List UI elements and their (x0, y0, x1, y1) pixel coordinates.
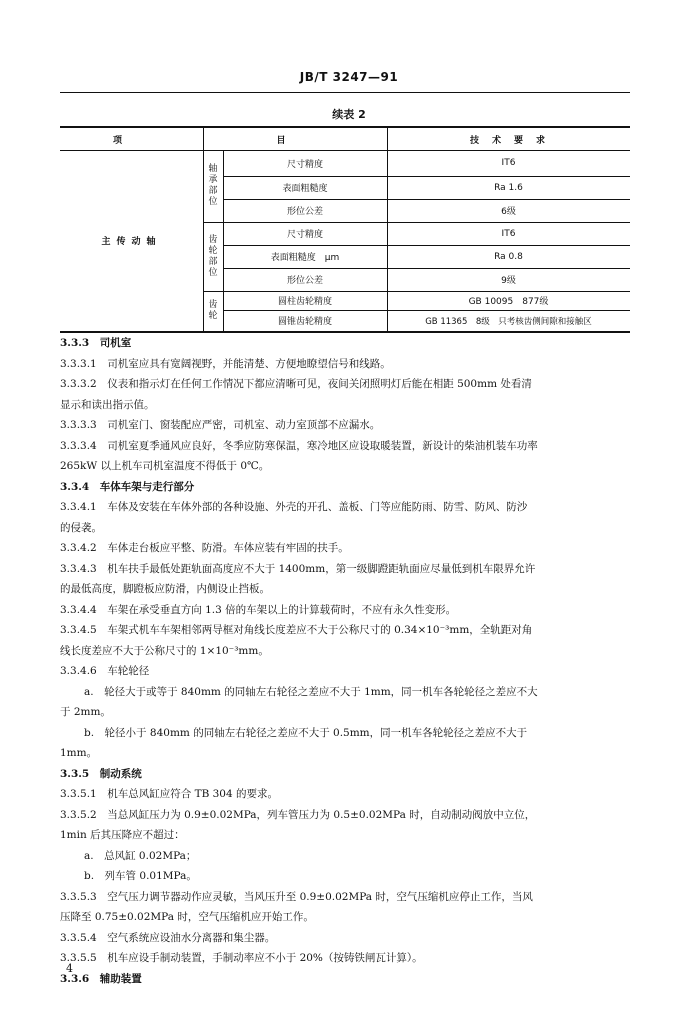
paragraph-line: 3.3.5.2 当总风缸压力为 0.9±0.02MPa，列车管压力为 0.5±0.02MPa 时，自动制动阀放中立位， (60, 808, 536, 821)
req-cell: Ra 1.6 (494, 182, 523, 193)
group-label: 轴承部位 (208, 164, 218, 207)
spec-table (60, 126, 630, 333)
col-header-item-b: 目 (276, 135, 314, 146)
table-caption: 续表 2 (332, 108, 366, 121)
req-cell: IT6 (501, 158, 516, 168)
req-cell: IT6 (501, 228, 516, 239)
req-cell: 6级 (501, 207, 516, 217)
group-label: 齿轮 (208, 300, 218, 321)
clause-text (60, 333, 630, 989)
param-cell: 尺寸精度 (286, 159, 323, 170)
main-shaft-label: 主传动轴 (101, 237, 162, 247)
req-cell: GB 10095 877级 (468, 297, 549, 307)
group-label: 齿轮部位 (208, 234, 218, 278)
paragraph-line: 于 2mm。 (60, 706, 111, 718)
section-heading: 3.3.6 辅助装置 (60, 972, 142, 985)
req-cell: Ra 0.8 (494, 251, 523, 262)
col-header-item-a: 项 (112, 135, 150, 146)
paragraph-line: 3.3.4.3 机车扶手最低处距轨面高度应不大于 1400mm，第一级脚蹬距轨面应尽量低到机车限界允许 (60, 562, 536, 575)
paragraph-line: 3.3.3.2 仪表和指示灯在任何工作情况下都应清晰可见，夜间关闭照明灯后能在相距 500mm 处看清 (60, 378, 532, 390)
paragraph-line: 3.3.5.4 空气系统应设油水分离器和集尘器。 (60, 931, 276, 944)
page-header: JB/T 3247—91 (299, 70, 399, 84)
param-cell: 圆柱齿轮精度 (277, 297, 332, 307)
paragraph-line: 3.3.5.1 机车总风缸应符合 TB 304 的要求。 (60, 788, 279, 800)
param-cell: 形位公差 (286, 207, 323, 217)
list-item: b. 列车管 0.01MPa。 (84, 870, 197, 882)
list-item: a. 轮径大于或等于 840mm 的同轴左右轮径之差应不大于 1mm，同一机车各轮轮径之差应不大 (84, 685, 538, 698)
paragraph-line: 压降至 0.75±0.02MPa 时，空气压缩机应开始工作。 (60, 911, 314, 923)
header-rule (60, 92, 630, 93)
paragraph-line: 3.3.3.4 司机室夏季通风应良好，冬季应防寒保温，寒冷地区应设取暖装置，新设计的柴油机装车功率 (60, 439, 538, 452)
req-cell: GB 11365 8级 只考核齿侧间隙和接触区 (425, 316, 592, 327)
paragraph-line: 3.3.4.1 车体及安装在车体外部的各种设施、外壳的开孔、盖板、门等应能防雨、防雪、防风、防沙 (60, 501, 528, 513)
section-heading: 3.3.4 车体车架与走行部分 (60, 480, 195, 493)
list-item: a. 总风缸 0.02MPa； (84, 849, 197, 862)
param-cell: 形位公差 (286, 276, 323, 286)
paragraph-line: 3.3.4.6 车轮轮径 (60, 665, 150, 677)
paragraph-line: 1min 后其压降应不超过： (60, 829, 185, 841)
section-heading: 3.3.3 司机室 (60, 337, 132, 349)
paragraph-line: 线长度差应不大于公称尺寸的 1×10⁻³mm。 (60, 644, 269, 657)
paragraph-line: 3.3.5.5 机车应设手制动装置，手制动率应不小于 20%（按铸铁闸瓦计算）。 (60, 952, 423, 964)
paragraph-line: 265kW 以上机车司机室温度不得低于 0℃。 (60, 460, 270, 472)
param-cell: 表面粗糙度 (282, 184, 328, 194)
section-heading: 3.3.5 制动系统 (60, 767, 142, 780)
paragraph-line: 3.3.4.2 车体走台板应平整、防滑。车体应装有牢固的扶手。 (60, 542, 349, 554)
list-item: b. 轮径小于 840mm 的同轴左右轮径之差应不大于 0.5mm，同一机车各轮轮径之差应不大于 (84, 726, 528, 739)
req-cell: 9级 (501, 276, 516, 286)
paragraph-line: 3.3.4.5 车架式机车车架相邻两导框对角线长度差应不大于公称尺寸的 0.34×10⁻³mm，全轨距对角 (60, 624, 533, 636)
paragraph-line: 的最低高度，脚蹬板应防滑，内侧设止挡板。 (60, 583, 270, 595)
col-header-tech: 技 术 要 求 (469, 135, 547, 146)
paragraph-line: 的侵袭。 (60, 521, 102, 534)
param-cell: 表面粗糙度 μm (270, 253, 340, 263)
paragraph-line: 3.3.3.3 司机室门、窗装配应严密，司机室、动力室顶部不应漏水。 (60, 419, 381, 431)
paragraph-line: 显示和读出指示值。 (60, 398, 155, 411)
paragraph-line: 3.3.5.3 空气压力调节器动作应灵敏，当风压升至 0.9±0.02MPa 时，空气压缩机应停止工作，当风 (60, 890, 533, 903)
param-cell: 圆锥齿轮精度 (277, 317, 332, 327)
paragraph-line: 3.3.3.1 司机室应具有宽阔视野，并能清楚、方便地瞭望信号和线路。 (60, 357, 391, 370)
param-cell: 尺寸精度 (286, 230, 323, 240)
paragraph-line: 3.3.4.4 车架在承受垂直方向 1.3 倍的车架以上的计算载荷时，不应有永久性变形。 (60, 603, 457, 616)
paragraph-line: 1mm。 (60, 747, 98, 759)
page-number: 4 (66, 962, 73, 975)
